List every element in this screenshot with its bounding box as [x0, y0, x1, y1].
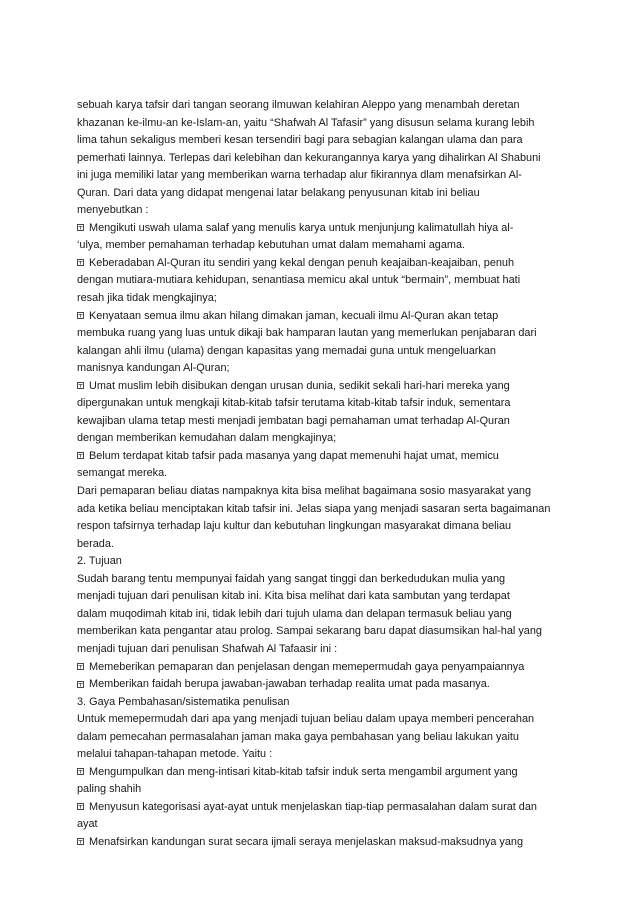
box-bullet-icon: [77, 259, 84, 266]
line-text: berada.: [77, 537, 114, 550]
line-text: ‘ulya, member pemahaman terhadap kebutuhan umat dalam memahami agama.: [77, 239, 466, 252]
line-text: Menyusun kategorisasi ayat-ayat untuk menjelaskan tiap-tiap permasalahan dalam surat dan: [89, 800, 537, 813]
line-text: Sudah barang tentu mempunyai faidah yang sangat tinggi dan berkedudukan mulia yang: [77, 572, 506, 585]
line-text: kalangan ahli ilmu (ulama) dengan kapasitas yang memadai guna untuk mengeluarkan: [77, 344, 496, 357]
document-body: [77, 97, 567, 852]
text-line: [77, 641, 567, 659]
text-line: [77, 711, 567, 729]
line-text: memberikan kata pengantar atau prolog. Sampai sekarang baru dapat diasumsikan hal-hal yang: [77, 625, 542, 638]
line-text: ada ketika beliau menciptakan kitab tafsir ini. Jelas siapa yang menjadi sasaran serta bagaimanan: [77, 502, 551, 515]
box-bullet-icon: [77, 224, 84, 231]
line-text: menyebutkan :: [77, 204, 149, 217]
line-text: Quran. Dari data yang didapat mengenai latar belakang penyusunan kitab ini beliau: [77, 186, 480, 199]
text-line: [77, 623, 567, 641]
line-text: Memberikan faidah berupa jawaban-jawaban terhadap realita umat pada masanya.: [89, 678, 490, 691]
line-text: Belum terdapat kitab tafsir pada masanya yang dapat memenuhi hajat umat, memicu: [89, 449, 499, 462]
bullet-line: [77, 764, 567, 782]
line-text: resah jika tidak mengkajinya;: [77, 292, 217, 305]
line-text: dalam muqodimah kitab ini, tidak lebih dari tujuh ulama dan delapan termasuk beliau yang: [77, 607, 512, 620]
text-line: [77, 746, 567, 764]
text-line: [77, 395, 567, 413]
text-line: [77, 606, 567, 624]
line-text: Mengikuti uswah ulama salaf yang menulis karya untuk menjunjung kalimatullah hiya al-: [89, 221, 514, 234]
text-line: [77, 588, 567, 606]
line-text: Mengumpulkan dan meng-intisari kitab-kitab tafsir induk serta mengambil argument yang: [89, 765, 518, 778]
line-text: paling shahih: [77, 783, 142, 796]
text-line: [77, 518, 567, 536]
line-text: membuka ruang yang luas untuk dikaji bak hamparan lautan yang memerlukan penjabaran dari: [77, 327, 537, 340]
box-bullet-icon: [77, 803, 84, 810]
bullet-line: [77, 308, 567, 326]
bullet-line: [77, 220, 567, 238]
text-line: [77, 483, 567, 501]
line-text: ayat: [77, 818, 98, 831]
bullet-line: [77, 676, 567, 694]
line-text: khazanan ke-ilmu-an ke-Islam-an, yaitu “Shafwah Al Tafasir” yang disusun selama kurang lebih: [77, 116, 535, 129]
line-text: dengan memberikan kemudahan dalam mengkajinya;: [77, 432, 337, 445]
text-line: [77, 694, 567, 712]
line-text: ini juga memiliki latar yang memberikan warna terhadap alur fikirannya dlam menafsirkan Al-: [77, 169, 522, 182]
bullet-line: [77, 799, 567, 817]
line-text: Dari pemaparan beliau diatas nampaknya kita bisa melihat bagaimana sosio masyarakat yang: [77, 485, 532, 498]
text-line: [77, 816, 567, 834]
text-line: [77, 343, 567, 361]
line-text: melalui tahapan-tahapan metode. Yaitu :: [77, 748, 273, 761]
line-text: Umat muslim lebih disibukan dengan urusan dunia, sedikit sekali hari-hari mereka yang: [89, 379, 510, 392]
line-text: semangat mereka.: [77, 467, 168, 480]
line-text: lima tahun sekaligus memberi kesan tersendiri bagi para sebagian kalangan ulama dan para: [77, 134, 523, 147]
line-text: Keberadaban Al-Quran itu sendiri yang kekal dengan penuh keajaiban-keajaiban, penuh: [89, 256, 515, 269]
text-line: [77, 325, 567, 343]
bullet-line: [77, 834, 567, 852]
box-bullet-icon: [77, 681, 84, 688]
bullet-line: [77, 659, 567, 677]
bullet-line: [77, 448, 567, 466]
line-text: Kenyataan semua ilmu akan hilang dimakan jaman, kecuali ilmu Al-Quran akan tetap: [89, 309, 499, 322]
text-line: [77, 729, 567, 747]
text-line: [77, 272, 567, 290]
line-text: 2. Tujuan: [77, 555, 122, 568]
text-line: [77, 150, 567, 168]
line-text: 3. Gaya Pembahasan/sistematika penulisan: [77, 695, 290, 708]
box-bullet-icon: [77, 452, 84, 459]
line-text: kewajiban ulama tetap mesti menjadi jembatan bagi pemahaman umat terhadap Al-Quran: [77, 414, 510, 427]
text-line: [77, 290, 567, 308]
line-text: respon tafsirnya terhadap laju kultur dan kebutuhan lingkungan masyarakat dimana beliau: [77, 520, 512, 533]
text-line: [77, 115, 567, 133]
text-line: [77, 465, 567, 483]
text-line: [77, 167, 567, 185]
text-line: [77, 413, 567, 431]
line-text: dipergunakan untuk mengkaji kitab-kitab tafsir terutama kitab-kitab tafsir induk, sementara: [77, 397, 511, 410]
bullet-line: [77, 378, 567, 396]
text-line: [77, 202, 567, 220]
line-text: sebuah karya tafsir dari tangan seorang ilmuwan kelahiran Aleppo yang menambah deretan: [77, 99, 520, 111]
text-line: [77, 571, 567, 589]
line-text: manisnya kandungan Al-Quran;: [77, 362, 230, 375]
text-line: [77, 132, 567, 150]
text-line: [77, 781, 567, 799]
text-line: [77, 553, 567, 571]
box-bullet-icon: [77, 768, 84, 775]
line-text: pemerhati lainnya. Terlepas dari kelebihan dan kekurangannya karya yang dihalirkan Al Shabuni: [77, 151, 541, 164]
box-bullet-icon: [77, 838, 84, 845]
bullet-line: [77, 255, 567, 273]
text-line: [77, 97, 567, 115]
box-bullet-icon: [77, 663, 84, 670]
line-text: dalam pemecahan permasalahan jaman maka gaya pembahasan yang beliau lakukan yaitu: [77, 730, 519, 743]
text-line: [77, 185, 567, 203]
box-bullet-icon: [77, 312, 84, 319]
text-line: [77, 237, 567, 255]
line-text: Untuk memepermudah dari apa yang menjadi tujuan beliau dalam upaya memberi pencerahan: [77, 713, 535, 726]
text-line: [77, 501, 567, 519]
text-line: [77, 360, 567, 378]
line-text: Memeberikan pemaparan dan penjelasan dengan memepermudah gaya penyampaiannya: [89, 660, 525, 673]
box-bullet-icon: [77, 382, 84, 389]
line-text: menjadi tujuan dari penulisan kitab ini. Kita bisa melihat dari kata sambutan yang terdapat: [77, 590, 510, 603]
line-text: dengan mutiara-mutiara kehidupan, senantiasa memicu akal untuk “bermain”, membuat hati: [77, 274, 521, 287]
text-line: [77, 430, 567, 448]
line-text: menjadi tujuan dari penulisan Shafwah Al Tafaasir ini :: [77, 642, 338, 655]
line-text: Menafsirkan kandungan surat secara ijmali seraya menjelaskan maksud-maksudnya yang: [89, 835, 524, 848]
text-line: [77, 536, 567, 554]
